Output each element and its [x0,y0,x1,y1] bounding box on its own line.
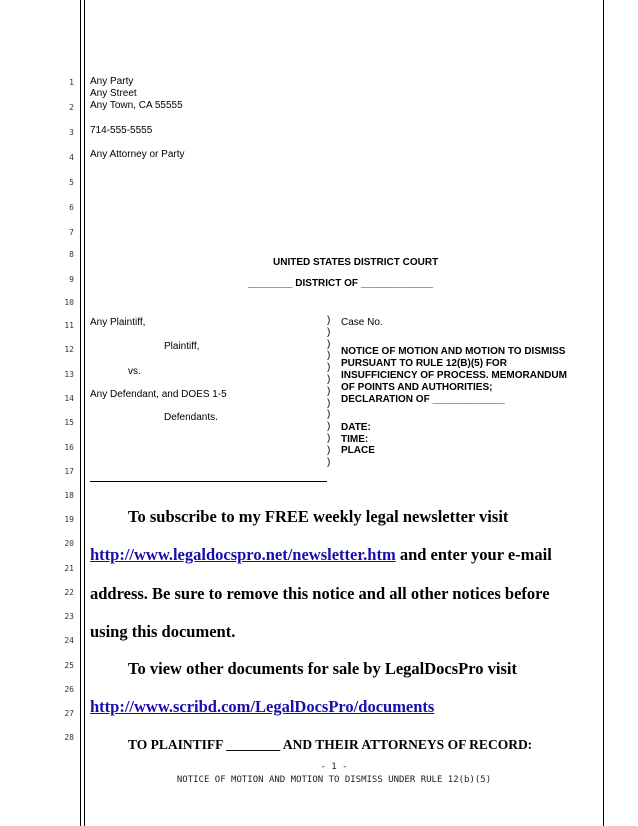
line-number: 5 [69,178,74,187]
to-plaintiff-line: TO PLAINTIFF ________ AND THEIR ATTORNEYS OF RECORD: [128,737,533,752]
hearing-time-label: TIME: [341,434,369,445]
line-number: 24 [64,636,74,645]
motion-title-line: OF POINTS AND AUTHORITIES; [341,382,493,393]
line-number: 22 [64,588,74,597]
line-number: 2 [69,103,74,112]
party-street: Any Street [90,88,137,99]
party-name: Any Party [90,76,134,87]
line-number: 3 [69,128,74,137]
view-documents-line: To view other documents for sale by LegalDocsPro visit [128,659,517,678]
line-number: 6 [69,203,74,212]
motion-title-line: INSUFFICIENCY OF PROCESS. MEMORANDUM [341,370,567,381]
line-number: 17 [64,467,74,476]
line-number: 11 [64,321,74,330]
line-number: 15 [64,418,74,427]
scribd-link[interactable]: http://www.scribd.com/LegalDocsPro/documents [90,697,435,716]
plaintiff-name: Any Plaintiff, [90,317,146,328]
using-document-line: using this document. [90,622,236,641]
motion-title-line: DECLARATION OF _____________ [341,394,505,405]
motion-title-line: NOTICE OF MOTION AND MOTION TO DISMISS [341,346,566,357]
defendant-name: Any Defendant, and DOES 1-5 [90,389,227,400]
line-number: 8 [69,250,74,259]
party-phone: 714-555-5555 [90,125,153,136]
versus-label: vs. [128,366,141,377]
attorney-name: Any Attorney or Party [90,149,185,160]
hearing-place-label: PLACE [341,445,375,456]
line-number: 7 [69,228,74,237]
line-number: 14 [64,394,74,403]
court-name: UNITED STATES DISTRICT COURT [273,257,439,268]
line-number: 28 [64,733,74,742]
left-margin-line-outer [80,0,81,826]
page-number: - 1 - [320,762,348,772]
newsletter-line-cont: and enter your e-mail [395,545,552,564]
line-number: 26 [64,685,74,694]
line-number: 10 [64,298,74,307]
line-number: 13 [64,370,74,379]
case-number-label: Case No. [341,317,383,328]
line-number: 21 [64,564,74,573]
newsletter-link[interactable]: http://www.legaldocspro.net/newsletter.htm [90,545,396,564]
line-number: 25 [64,661,74,670]
line-number: 20 [64,539,74,548]
court-district: ________ DISTRICT OF _____________ [248,278,434,289]
line-number: 1 [69,78,74,87]
left-margin-line-inner [84,0,85,826]
remove-notice-line: address. Be sure to remove this notice and all other notices before [90,584,550,603]
party-town: Any Town, CA 55555 [90,100,183,111]
right-margin-line [603,0,604,826]
caption-parentheses: ) ) ) ) ) ) ) ) ) ) ) ) ) [327,315,331,468]
line-number: 16 [64,443,74,452]
newsletter-line [90,545,552,565]
line-number: 4 [69,153,74,162]
defendant-role: Defendants. [164,412,218,423]
line-number: 23 [64,612,74,621]
hearing-date-label: DATE: [341,422,371,433]
caption-underline [90,481,327,482]
line-number: 9 [69,275,74,284]
line-number: 12 [64,345,74,354]
footer-title: NOTICE OF MOTION AND MOTION TO DISMISS UNDER RULE 12(b)(5) [176,775,492,785]
plaintiff-role: Plaintiff, [164,341,200,352]
line-number: 19 [64,515,74,524]
scribd-line [90,697,434,717]
motion-title-line: PURSUANT TO RULE 12(B)(5) FOR [341,358,507,369]
line-number: 27 [64,709,74,718]
subscribe-line: To subscribe to my FREE weekly legal newsletter visit [128,507,509,526]
line-number: 18 [64,491,74,500]
